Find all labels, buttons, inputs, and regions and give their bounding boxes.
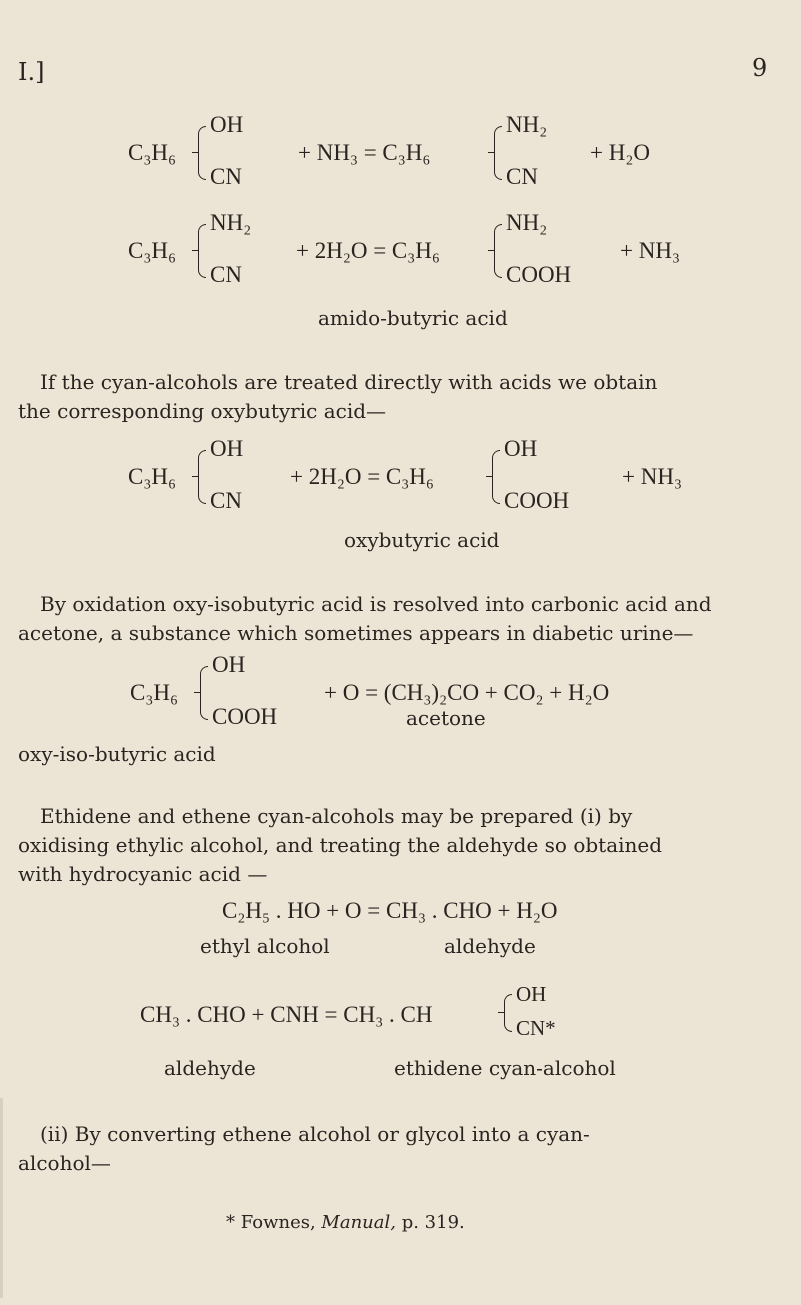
para4-line1: (ii) By converting ethene alcohol or glycol into a cyan- (40, 1122, 590, 1146)
eq5-text: C₂H₅ . HO + O = CH₃ . CHO + H₂O (222, 898, 558, 923)
eq1-tail: + H₂O (590, 140, 650, 165)
eq1-left-top: OH (210, 112, 244, 137)
eq6-label-left: aldehyde (164, 1056, 256, 1080)
eq1-left-brace (198, 126, 206, 180)
eq1-left-brace-tip (192, 152, 198, 153)
eq1-right-brace-tip (488, 152, 494, 153)
eq2-left-base: C₃H₆ (128, 238, 176, 263)
eq3-left-top: OH (210, 436, 244, 461)
eq4-caption: oxy-iso-butyric acid (18, 742, 216, 766)
eq5-label-right: aldehyde (444, 934, 536, 958)
eq3-left-brace-tip (192, 476, 198, 477)
eq3-right-brace-tip (486, 476, 492, 477)
eq2-left-brace-tip (192, 250, 198, 251)
eq1-middle: + NH₃ = C₃H₆ (298, 140, 431, 165)
eq3-left-base: C₃H₆ (128, 464, 176, 489)
eq2-tail: + NH₃ (620, 238, 680, 263)
eq1-right-bottom: CN (506, 164, 538, 189)
page-edge-mark (0, 1098, 3, 1298)
eq4-rest: + O = (CH₃)₂CO + CO₂ + H₂O (324, 680, 610, 705)
eq3-right-brace (492, 450, 500, 504)
eq2-right-bottom: COOH (506, 262, 572, 287)
eq1-left-base: C₃H₆ (128, 140, 176, 165)
eq4-left-base: C₃H₆ (130, 680, 178, 705)
para1-line1: If the cyan-alcohols are treated directly with acids we obtain (40, 370, 658, 394)
chapter-marker: I.] (18, 58, 45, 86)
eq1-right-brace (494, 126, 502, 180)
eq2-left-top: NH₂ (210, 210, 252, 235)
eq4-left-brace-tip (194, 692, 200, 693)
eq2-caption: amido-butyric acid (318, 306, 508, 330)
eq6-right-bottom: CN* (516, 1016, 556, 1040)
para1-line2: the corresponding oxybutyric acid— (18, 399, 387, 423)
eq3-left-brace (198, 450, 206, 504)
eq4-left-brace (200, 666, 208, 720)
eq2-middle: + 2H₂O = C₃H₆ (296, 238, 440, 263)
footnote-marker: * (226, 1212, 235, 1233)
eq4-left-bottom: COOH (212, 704, 278, 729)
eq6-brace-tip (498, 1012, 504, 1013)
para4-line2: alcohol— (18, 1151, 111, 1175)
eq2-right-top: NH₂ (506, 210, 548, 235)
page-number: 9 (752, 54, 768, 82)
eq6-text: CH₃ . CHO + CNH = CH₃ . CH (140, 1002, 433, 1027)
para2-line1: By oxidation oxy-isobutyric acid is resolved into carbonic acid and (40, 592, 712, 616)
eq3-left-bottom: CN (210, 488, 242, 513)
footnote-page: p. 319. (401, 1212, 465, 1233)
para3-line3: with hydrocyanic acid — (18, 862, 268, 886)
eq2-left-brace (198, 224, 206, 278)
eq5-label-left: ethyl alcohol (200, 934, 330, 958)
eq1-right-top: NH₂ (506, 112, 548, 137)
eq4-left-top: OH (212, 652, 246, 677)
footnote-author: Fownes, (240, 1212, 316, 1233)
footnote-title: Manual, (321, 1212, 396, 1233)
eq3-caption: oxybutyric acid (344, 528, 500, 552)
eq3-middle: + 2H₂O = C₃H₆ (290, 464, 434, 489)
eq1-left-bottom: CN (210, 164, 242, 189)
eq3-right-bottom: COOH (504, 488, 570, 513)
eq2-right-brace (494, 224, 502, 278)
eq4-acetone-label: acetone (406, 706, 486, 730)
eq3-right-top: OH (504, 436, 538, 461)
eq6-brace (504, 994, 512, 1032)
eq3-tail: + NH₃ (622, 464, 682, 489)
eq2-right-brace-tip (488, 250, 494, 251)
eq6-label-right: ethidene cyan-alcohol (394, 1056, 616, 1080)
para3-line2: oxidising ethylic alcohol, and treating the aldehyde so obtained (18, 833, 663, 857)
para2-line2: acetone, a substance which sometimes appears in diabetic urine— (18, 621, 694, 645)
para3-line1: Ethidene and ethene cyan-alcohols may be prepared (i) by (40, 804, 633, 828)
footnote (226, 1212, 465, 1233)
eq6-right-top: OH (516, 982, 547, 1006)
eq2-left-bottom: CN (210, 262, 242, 287)
